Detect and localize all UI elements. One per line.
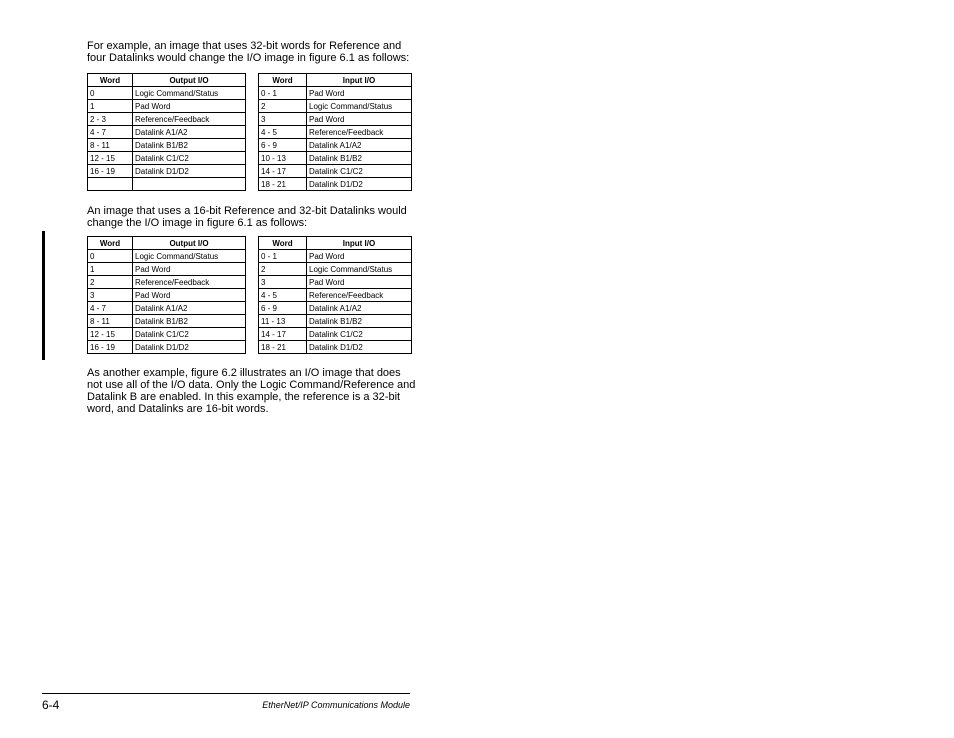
header-word-output: Word	[88, 237, 133, 250]
table-row	[88, 302, 412, 315]
output-word-cell: 8 - 11	[88, 139, 133, 152]
output-word-cell: 0	[88, 250, 133, 263]
table-header-row	[88, 237, 412, 250]
output-word-cell: 2	[88, 276, 133, 289]
column-gap	[246, 237, 259, 250]
table-row	[88, 113, 412, 126]
input-io-cell: Reference/Feedback	[307, 126, 412, 139]
column-gap	[246, 328, 259, 341]
input-io-cell: Pad Word	[307, 113, 412, 126]
input-word-cell: 18 - 21	[259, 178, 307, 191]
table-row	[88, 276, 412, 289]
output-io-cell: Reference/Feedback	[133, 276, 246, 289]
input-word-cell: 14 - 17	[259, 165, 307, 178]
header-word-output: Word	[88, 74, 133, 87]
input-word-cell: 3	[259, 113, 307, 126]
output-io-cell: Reference/Feedback	[133, 113, 246, 126]
column-gap	[246, 276, 259, 289]
input-word-cell: 4 - 5	[259, 289, 307, 302]
output-io-cell: Datalink D1/D2	[133, 165, 246, 178]
table-row	[88, 178, 412, 191]
table-header-row	[88, 74, 412, 87]
input-io-cell: Datalink C1/C2	[307, 165, 412, 178]
column-gap	[246, 100, 259, 113]
io-table-2	[87, 236, 412, 354]
table-row	[88, 250, 412, 263]
header-input-io: Input I/O	[307, 237, 412, 250]
header-word-input: Word	[259, 74, 307, 87]
input-io-cell: Datalink B1/B2	[307, 152, 412, 165]
output-io-cell: Pad Word	[133, 289, 246, 302]
input-word-cell: 18 - 21	[259, 341, 307, 354]
output-word-cell: 8 - 11	[88, 315, 133, 328]
output-word-cell: 16 - 19	[88, 165, 133, 178]
output-io-cell: Datalink A1/A2	[133, 302, 246, 315]
output-word-cell: 3	[88, 289, 133, 302]
output-word-cell: 0	[88, 87, 133, 100]
input-word-cell: 2	[259, 263, 307, 276]
column-gap	[246, 250, 259, 263]
table-row	[88, 263, 412, 276]
table-row	[88, 87, 412, 100]
column-gap	[246, 87, 259, 100]
output-word-cell: 16 - 19	[88, 341, 133, 354]
column-gap	[246, 341, 259, 354]
output-word-cell: 12 - 15	[88, 152, 133, 165]
input-word-cell: 0 - 1	[259, 87, 307, 100]
column-gap	[246, 263, 259, 276]
input-word-cell: 11 - 13	[259, 315, 307, 328]
input-io-cell: Datalink A1/A2	[307, 302, 412, 315]
input-word-cell: 4 - 5	[259, 126, 307, 139]
input-word-cell: 2	[259, 100, 307, 113]
input-io-cell: Datalink D1/D2	[307, 178, 412, 191]
input-word-cell: 14 - 17	[259, 328, 307, 341]
input-word-cell: 3	[259, 276, 307, 289]
column-gap	[246, 152, 259, 165]
output-word-cell: 1	[88, 100, 133, 113]
output-word-cell: 4 - 7	[88, 126, 133, 139]
column-gap	[246, 178, 259, 191]
column-gap	[246, 126, 259, 139]
input-io-cell: Datalink B1/B2	[307, 315, 412, 328]
footer-rule	[42, 693, 410, 694]
header-word-input: Word	[259, 237, 307, 250]
output-io-cell: Logic Command/Status	[133, 87, 246, 100]
input-io-cell: Datalink A1/A2	[307, 139, 412, 152]
column-gap	[246, 165, 259, 178]
table-row	[88, 165, 412, 178]
input-io-cell: Datalink D1/D2	[307, 341, 412, 354]
output-word-cell: 12 - 15	[88, 328, 133, 341]
input-io-cell: Reference/Feedback	[307, 289, 412, 302]
input-io-cell: Logic Command/Status	[307, 263, 412, 276]
column-gap	[246, 315, 259, 328]
column-gap	[246, 74, 259, 87]
output-io-cell: Datalink C1/C2	[133, 152, 246, 165]
header-output-io: Output I/O	[133, 237, 246, 250]
output-io-cell: Logic Command/Status	[133, 250, 246, 263]
header-output-io: Output I/O	[133, 74, 246, 87]
column-gap	[246, 113, 259, 126]
table-row	[88, 100, 412, 113]
change-bar	[42, 231, 45, 360]
output-io-cell: Pad Word	[133, 263, 246, 276]
column-gap	[246, 302, 259, 315]
input-word-cell: 10 - 13	[259, 152, 307, 165]
column-gap	[246, 289, 259, 302]
page-number: 6-4	[42, 698, 60, 712]
output-io-cell-empty	[133, 178, 246, 191]
intro-paragraph-2: An image that uses a 16-bit Reference and 32-bit Datalinks would change the I/O image in figure 6.1 as follows:	[87, 205, 407, 229]
table-row	[88, 289, 412, 302]
table-row	[88, 139, 412, 152]
input-word-cell: 6 - 9	[259, 302, 307, 315]
output-word-cell: 2 - 3	[88, 113, 133, 126]
input-io-cell: Pad Word	[307, 276, 412, 289]
input-word-cell: 6 - 9	[259, 139, 307, 152]
input-word-cell: 0 - 1	[259, 250, 307, 263]
output-word-cell: 1	[88, 263, 133, 276]
output-word-cell: 4 - 7	[88, 302, 133, 315]
output-io-cell: Datalink D1/D2	[133, 341, 246, 354]
table-row	[88, 152, 412, 165]
output-io-cell: Datalink B1/B2	[133, 139, 246, 152]
output-word-cell-empty	[88, 178, 133, 191]
input-io-cell: Pad Word	[307, 87, 412, 100]
input-io-cell: Datalink C1/C2	[307, 328, 412, 341]
output-io-cell: Datalink A1/A2	[133, 126, 246, 139]
footer-title: EtherNet/IP Communications Module	[262, 700, 410, 710]
table-row	[88, 328, 412, 341]
header-input-io: Input I/O	[307, 74, 412, 87]
output-io-cell: Datalink C1/C2	[133, 328, 246, 341]
input-io-cell: Logic Command/Status	[307, 100, 412, 113]
table-row	[88, 341, 412, 354]
outro-paragraph: As another example, figure 6.2 illustrates an I/O image that does not use all of the I/O data. Only the Logic Command/Reference and Datalink B are enabled. In this example, the reference is a 32-bit word, and Datalinks are 16-bit words.	[87, 367, 416, 415]
output-io-cell: Datalink B1/B2	[133, 315, 246, 328]
table-row	[88, 315, 412, 328]
column-gap	[246, 139, 259, 152]
intro-paragraph-1: For example, an image that uses 32-bit words for Reference and four Datalinks would change the I/O image in figure 6.1 as follows:	[87, 40, 410, 64]
output-io-cell: Pad Word	[133, 100, 246, 113]
input-io-cell: Pad Word	[307, 250, 412, 263]
table-row	[88, 126, 412, 139]
io-table-1	[87, 73, 412, 191]
